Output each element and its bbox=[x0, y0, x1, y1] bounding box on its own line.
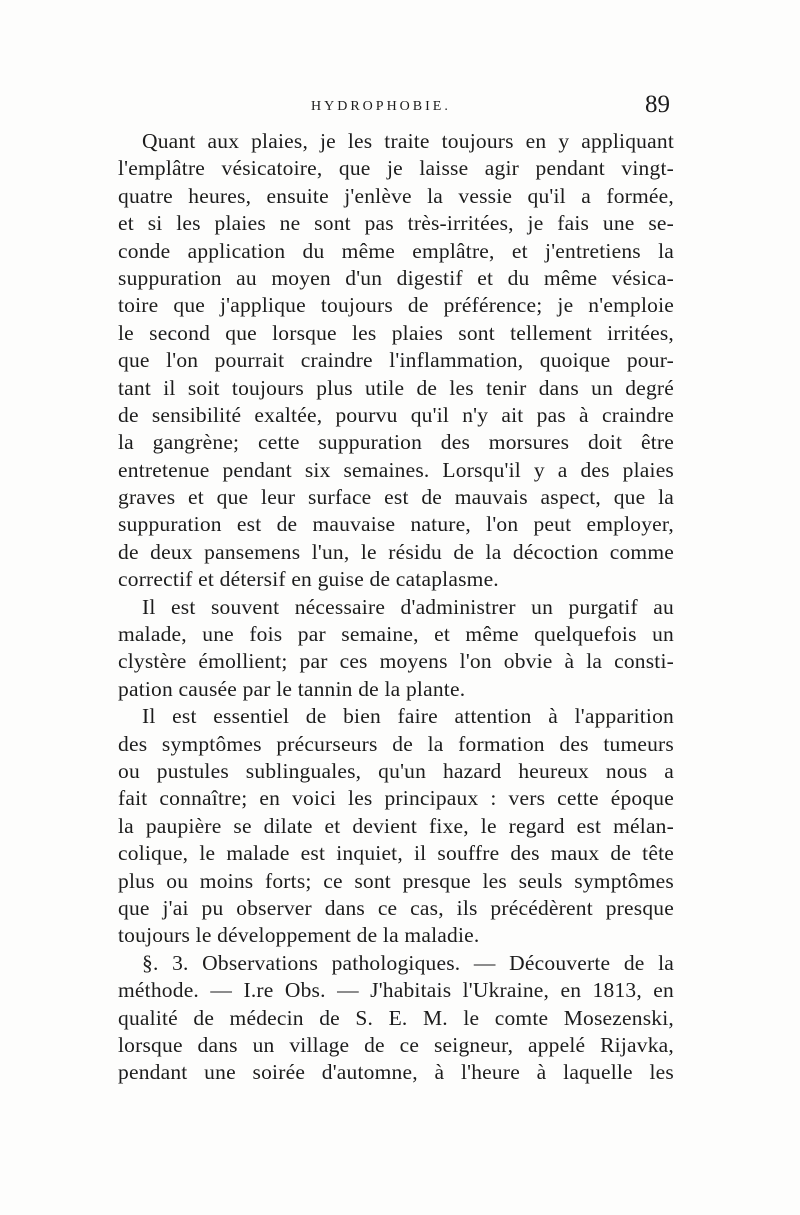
running-title: HYDROPHOBIE. bbox=[311, 99, 451, 114]
text-line: malade, une fois par semaine, et même quelquefois un bbox=[118, 622, 674, 647]
text-line: pendant une soirée d'automne, à l'heure à laquelle les bbox=[118, 1060, 674, 1085]
text-line: Il est souvent nécessaire d'administrer un purgatif au bbox=[142, 594, 674, 619]
text-line: Quant aux plaies, je les traite toujours en y appliquant bbox=[142, 129, 674, 153]
text-line: clystère émollient; par ces moyens l'on obvie à la consti- bbox=[118, 649, 674, 674]
text-line: la paupière se dilate et devient fixe, le regard est mélan- bbox=[118, 813, 674, 838]
text-line: lorsque dans un village de ce seigneur, appelé Rijavka, bbox=[118, 1032, 674, 1057]
text-line: toujours le développement de la maladie. bbox=[118, 923, 480, 948]
text-line: l'emplâtre vésicatoire, que je laisse agir pendant vingt- bbox=[118, 156, 674, 181]
text-line: §. 3. Observations pathologiques. — Découverte de la bbox=[142, 950, 674, 975]
text-line: pation causée par le tannin de la plante. bbox=[118, 676, 466, 701]
text-line: tant il soit toujours plus utile de les tenir dans un degré bbox=[118, 375, 674, 400]
text-line: colique, le malade est inquiet, il souffre des maux de tête bbox=[118, 841, 674, 866]
text-line: suppuration au moyen d'un digestif et du même vésica- bbox=[118, 265, 674, 290]
text-line: Il est essentiel de bien faire attention à l'apparition bbox=[142, 704, 674, 729]
page-number: 89 bbox=[645, 91, 670, 118]
text-line: méthode. — I.re Obs. — J'habitais l'Ukraine, en 1813, en bbox=[118, 978, 674, 1003]
text-line: de deux pansemens l'un, le résidu de la décoction comme bbox=[118, 539, 674, 564]
text-line: la gangrène; cette suppuration des morsures doit être bbox=[118, 430, 674, 455]
text-line: suppuration est de mauvaise nature, l'on peut employer, bbox=[118, 512, 674, 537]
text-line: ou pustules sublinguales, qu'un hazard heureux nous a bbox=[118, 758, 674, 783]
text-line: le second que lorsque les plaies sont tellement irritées, bbox=[118, 320, 674, 345]
text-line: graves et que leur surface est de mauvais aspect, que la bbox=[118, 485, 674, 510]
text-line: des symptômes précurseurs de la formation des tumeurs bbox=[118, 731, 674, 756]
text-line: conde application du même emplâtre, et j'entretiens la bbox=[118, 238, 674, 263]
text-line: que l'on pourrait craindre l'inflammation, quoique pour- bbox=[118, 348, 674, 373]
body-text bbox=[118, 128, 674, 1087]
text-line: plus ou moins forts; ce sont presque les seuls symptômes bbox=[118, 868, 674, 893]
text-line: de sensibilité exaltée, pourvu qu'il n'y ait pas à craindre bbox=[118, 402, 674, 427]
text-line: entretenue pendant six semaines. Lorsqu'il y a des plaies bbox=[118, 457, 674, 482]
text-line: et si les plaies ne sont pas très-irritées, je fais une se- bbox=[118, 211, 674, 236]
text-line: que j'ai pu observer dans ce cas, ils précédèrent presque bbox=[118, 895, 674, 920]
text-line: toire que j'applique toujours de préférence; je n'emploie bbox=[118, 293, 674, 318]
text-line: fait connaître; en voici les principaux : vers cette époque bbox=[118, 786, 674, 811]
text-line: correctif et détersif en guise de cataplasme. bbox=[118, 567, 499, 592]
running-header bbox=[118, 91, 676, 125]
text-line: qualité de médecin de S. E. M. le comte Mosezenski, bbox=[118, 1005, 674, 1030]
text-line: quatre heures, ensuite j'enlève la vessie qu'il a formée, bbox=[118, 183, 674, 208]
